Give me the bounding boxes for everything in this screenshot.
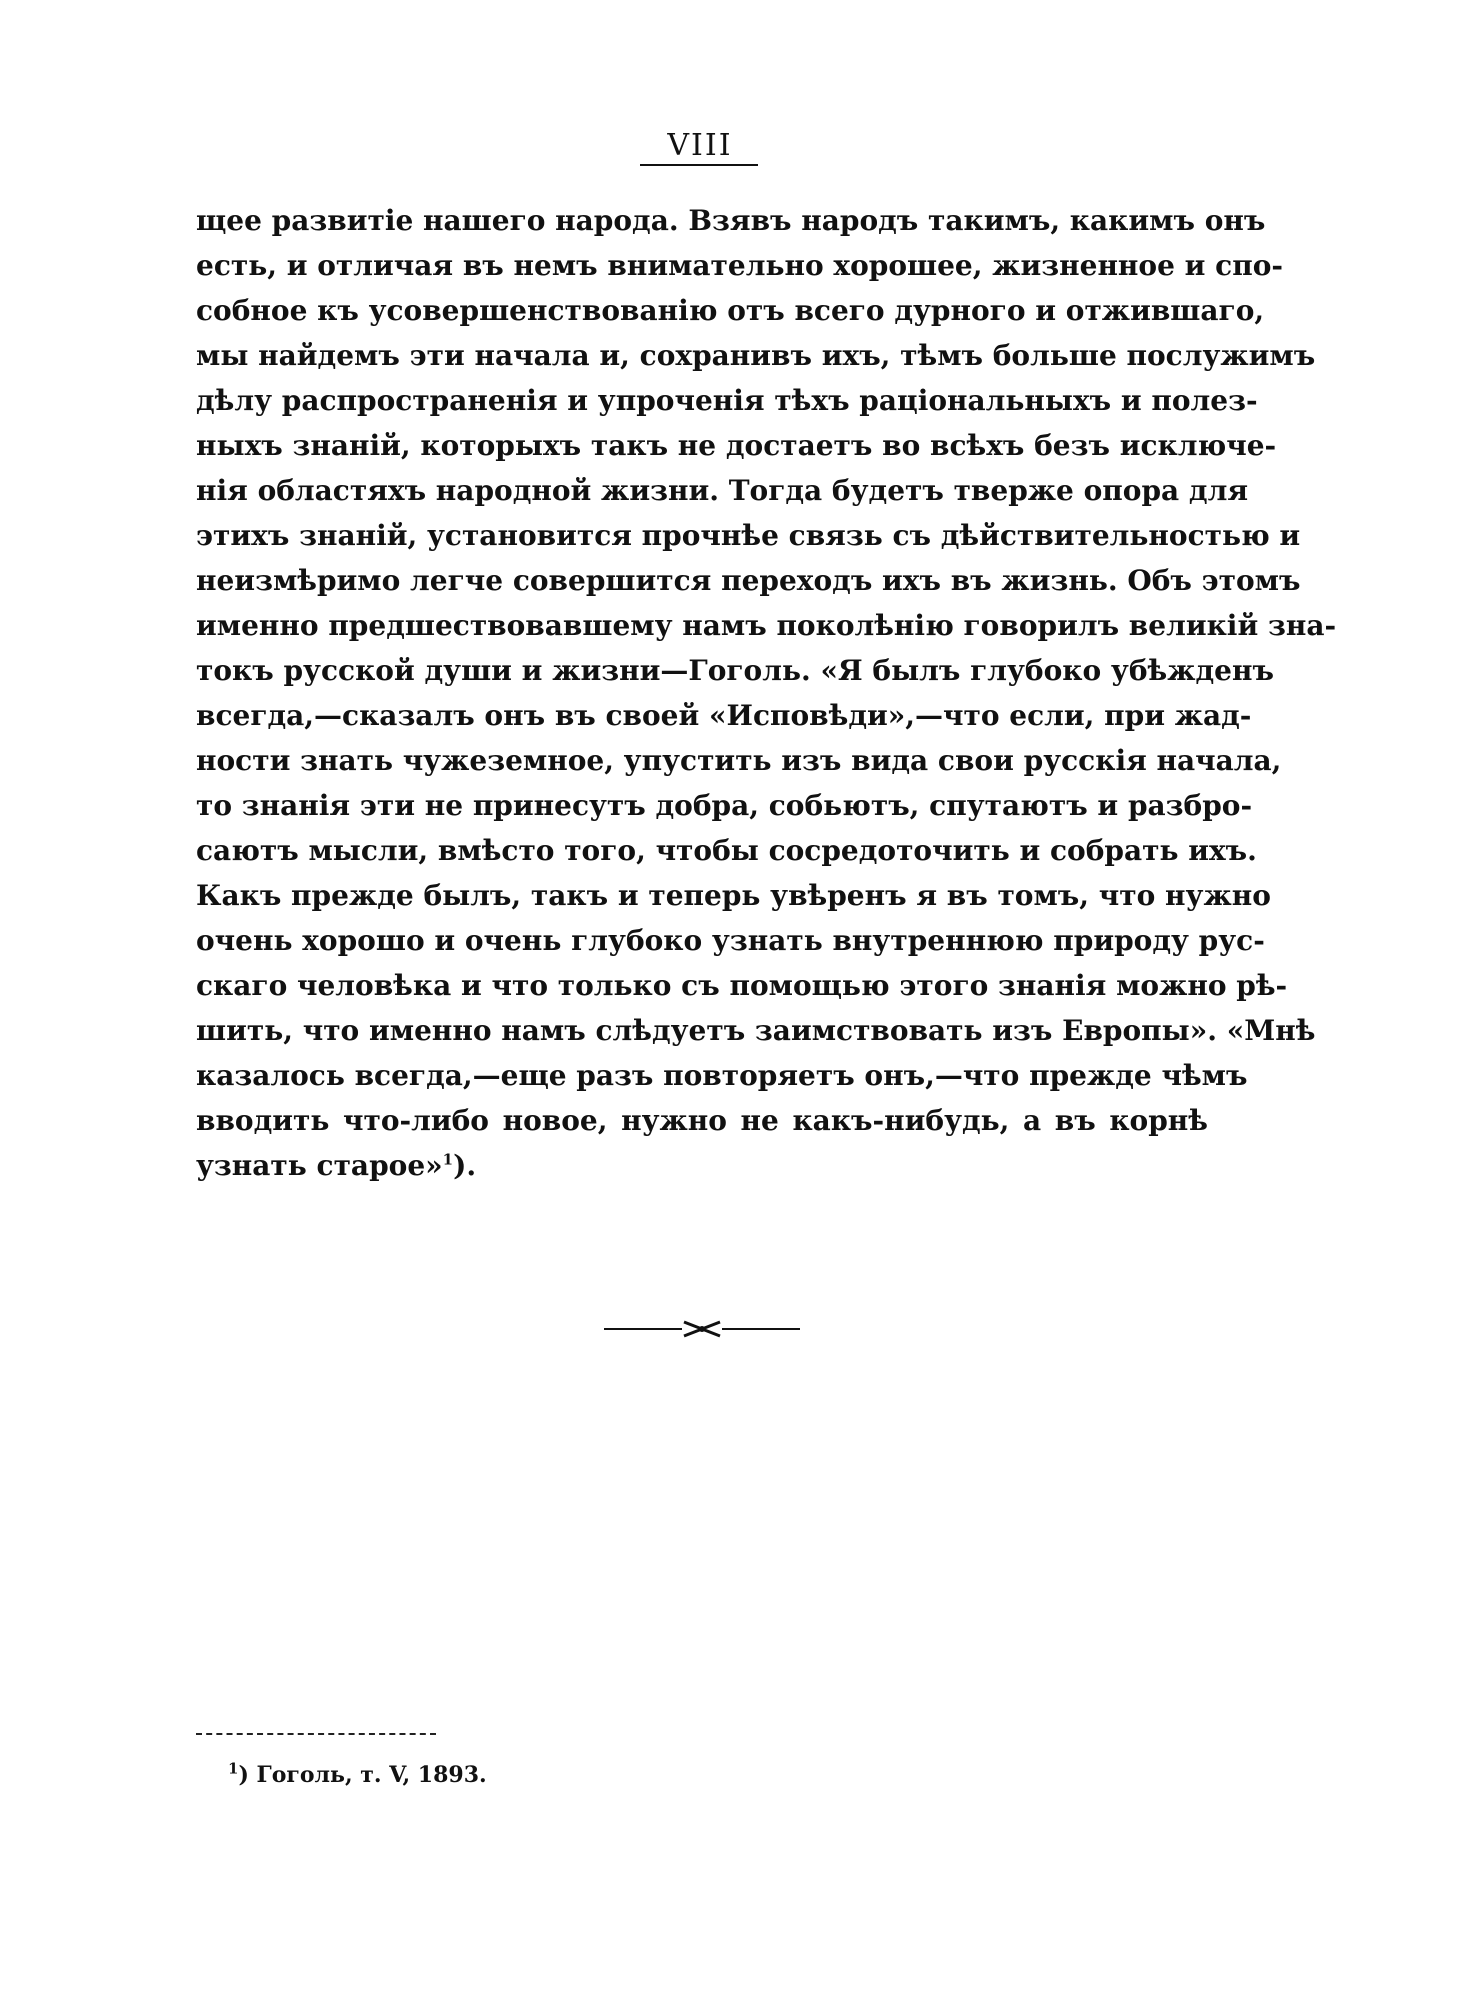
last-line-end: ).: [453, 1149, 477, 1182]
text-line: этихъ знаній, установится прочнѣе связь съ дѣйствительностью и: [196, 519, 1301, 552]
text-line: именно предшествовавшему намъ поколѣнію говорилъ великій зна-: [196, 609, 1337, 642]
footnote-reference: 1: [442, 1150, 454, 1169]
footnote: [228, 1759, 487, 1788]
text-line: то знанія эти не принесутъ добра, собьютъ, спутаютъ и разбро-: [196, 789, 1253, 822]
text-line-last: [196, 1143, 1208, 1188]
body-text: [196, 198, 1337, 1188]
page-number-rule: [640, 164, 758, 166]
text-line: вводить что-либо новое, нужно не какъ-нибудь, а въ корнѣ: [196, 1104, 1208, 1137]
text-line: нія областяхъ народной жизни. Тогда будетъ тверже опора для: [196, 474, 1249, 507]
text-line: неизмѣримо легче совершится переходъ ихъ въ жизнь. Объ этомъ: [196, 564, 1301, 597]
text-line: ности знать чужеземное, упустить изъ вида свои русскія начала,: [196, 744, 1282, 777]
last-line-text: узнать старое»: [196, 1149, 443, 1182]
text-line: мы найдемъ эти начала и, сохранивъ ихъ, тѣмъ больше послужимъ: [196, 339, 1316, 372]
text-line: дѣлу распространенія и упроченія тѣхъ раціональныхъ и полез-: [196, 384, 1258, 417]
text-line: всегда,—сказалъ онъ въ своей «Исповѣди»,—что если, при жад-: [196, 699, 1252, 732]
page-number: VIII: [667, 128, 733, 163]
text-line: очень хорошо и очень глубоко узнать внутреннюю природу рус-: [196, 924, 1265, 957]
text-line: саютъ мысли, вмѣсто того, чтобы сосредоточить и собрать ихъ.: [196, 834, 1257, 867]
footnote-text: ) Гоголь, т. V, 1893.: [238, 1762, 487, 1788]
footnote-marker: 1: [228, 1759, 239, 1778]
text-line: Какъ прежде былъ, такъ и теперь увѣренъ я въ томъ, что нужно: [196, 879, 1271, 912]
text-line: казалось всегда,—еще разъ повторяетъ онъ,—что прежде чѣмъ: [196, 1059, 1248, 1092]
text-line: есть, и отличая въ немъ внимательно хорошее, жизненное и спо-: [196, 249, 1284, 282]
text-line: собное къ усовершенствованію отъ всего дурного и отжившаго,: [196, 294, 1265, 327]
ornament-divider: [604, 1318, 800, 1338]
text-line: ныхъ знаній, которыхъ такъ не достаетъ во всѣхъ безъ исключе-: [196, 429, 1277, 462]
text-line: скаго человѣка и что только съ помощью этого знанія можно рѣ-: [196, 969, 1288, 1002]
text-line: щее развитіе нашего народа. Взявъ народъ такимъ, какимъ онъ: [196, 204, 1266, 237]
text-line: токъ русской души и жизни—Гоголь. «Я былъ глубоко убѣжденъ: [196, 654, 1274, 687]
footnote-rule: [196, 1733, 436, 1735]
text-line: шить, что именно намъ слѣдуетъ заимствовать изъ Европы». «Мнѣ: [196, 1014, 1316, 1047]
